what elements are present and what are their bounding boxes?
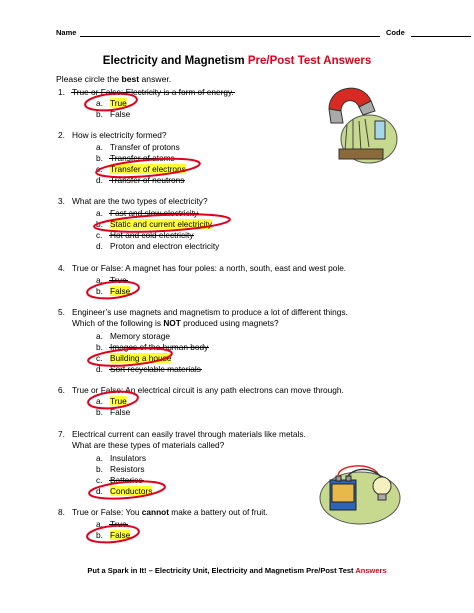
option-text: Resistors xyxy=(110,464,145,474)
answer-circle xyxy=(88,479,165,502)
question-text-line2: Which of the following is xyxy=(72,317,164,328)
option-letter: b. xyxy=(96,153,103,163)
question-text: True or False: Electricity is a form of energy. xyxy=(72,87,234,97)
page-footer xyxy=(0,566,474,575)
answer-circle xyxy=(96,155,201,180)
option-letter: a. xyxy=(96,453,103,463)
option-letter: b. xyxy=(96,464,103,474)
question-text: True or False: An electrical circuit is any path electrons can move through. xyxy=(72,385,344,395)
option-letter: a. xyxy=(96,142,103,152)
answer-circle xyxy=(87,345,172,368)
option-letter: b. xyxy=(96,407,103,417)
title-accent: Pre/Post Test Answers xyxy=(247,55,372,67)
option-letter: a. xyxy=(96,98,103,108)
option-letter: d. xyxy=(96,486,103,496)
option-text: Sort recyclable materials xyxy=(110,364,201,374)
intro-text-end: answer. xyxy=(139,74,172,84)
question-text-line2: What are these types of materials called? xyxy=(72,439,225,450)
question-number: 8. xyxy=(58,507,65,517)
footer-accent: Answers xyxy=(355,566,387,575)
question-number: 5. xyxy=(58,307,65,317)
intro-text: Please circle the xyxy=(56,74,122,84)
option-text: False xyxy=(110,109,131,119)
question-text: What are the two types of electricity? xyxy=(72,196,208,206)
option-text: True xyxy=(110,519,127,529)
option-text: Transfer of neutrons xyxy=(110,175,185,185)
option-letter: b. xyxy=(96,109,103,119)
question-number: 4. xyxy=(58,263,65,273)
question-text-end: produced using magnets? xyxy=(180,317,279,328)
option-letter: a. xyxy=(96,519,103,529)
option-letter: a. xyxy=(96,396,103,406)
question-number: 6. xyxy=(58,385,65,395)
option-text: False xyxy=(110,407,131,417)
option-text: False xyxy=(110,286,131,296)
option-text: Transfer of protons xyxy=(110,142,180,152)
option-text: Hot and cold electricity xyxy=(110,230,194,240)
option-letter: b. xyxy=(96,286,103,296)
code-label: Code xyxy=(386,28,405,37)
question-text: How is electricity formed? xyxy=(72,130,167,140)
option-text: Memory storage xyxy=(110,331,170,341)
option-text: Transfer of atoms xyxy=(110,153,175,163)
option-letter: b. xyxy=(96,530,103,540)
question-text: True or False: You xyxy=(72,507,142,517)
title-main: Electricity and Magnetism xyxy=(102,55,245,67)
question-number: 7. xyxy=(58,429,65,439)
option-letter: c. xyxy=(96,164,103,174)
option-letter: d. xyxy=(96,364,103,374)
option-text: Static and current electricity xyxy=(110,219,212,229)
option-letter: a. xyxy=(96,331,103,341)
option-letter: c. xyxy=(96,230,103,240)
option-text: Transfer of electrons xyxy=(110,164,186,174)
option-text: Fast and slow electricity xyxy=(110,208,199,218)
option-text: Images of the human body xyxy=(110,342,209,352)
intro-bold: best xyxy=(121,74,140,84)
magnet-clipart xyxy=(323,79,399,169)
option-text: True xyxy=(110,396,127,406)
option-letter: d. xyxy=(96,241,103,251)
option-text: True xyxy=(110,98,127,108)
answer-circle xyxy=(87,389,138,410)
option-letter: b. xyxy=(96,219,103,229)
answer-circle xyxy=(84,91,137,112)
option-text: Insulators xyxy=(110,453,146,463)
question-number: 2. xyxy=(58,130,65,140)
question-text: True or False: A magnet has four poles: a north, south, east and west pole. xyxy=(72,263,347,273)
footer-text: Put a Spark in It! – Electricity Unit, Electricity and Magnetism Pre/Post Test xyxy=(87,566,356,575)
question-text-end: make a battery out of fruit. xyxy=(169,507,268,517)
question-number: 3. xyxy=(58,196,65,206)
question-number: 1. xyxy=(58,87,65,97)
answer-circle xyxy=(86,523,139,544)
option-letter: c. xyxy=(96,475,103,485)
battery-bulb-clipart xyxy=(316,462,402,526)
question-text: Electrical current can easily travel through materials like metals. xyxy=(72,429,306,439)
option-text: Building a house xyxy=(110,353,172,363)
option-letter: a. xyxy=(96,275,103,285)
option-text: True xyxy=(110,275,127,285)
option-text: False xyxy=(110,530,131,540)
option-letter: c. xyxy=(96,353,103,363)
option-letter: b. xyxy=(96,342,103,352)
question-bold: cannot xyxy=(141,507,169,517)
answer-circle xyxy=(86,279,139,300)
question-bold: NOT xyxy=(163,317,181,328)
option-letter: d. xyxy=(96,175,103,185)
option-text: Conductors xyxy=(110,486,153,496)
name-label: Name xyxy=(56,28,77,37)
option-text: Batteries xyxy=(110,475,143,485)
answer-circle xyxy=(94,211,231,234)
option-text: Proton and electron electricity xyxy=(110,241,220,251)
option-letter: a. xyxy=(96,208,103,218)
question-text: Engineer’s use magnets and magnetism to produce a lot of different things. xyxy=(72,307,348,317)
